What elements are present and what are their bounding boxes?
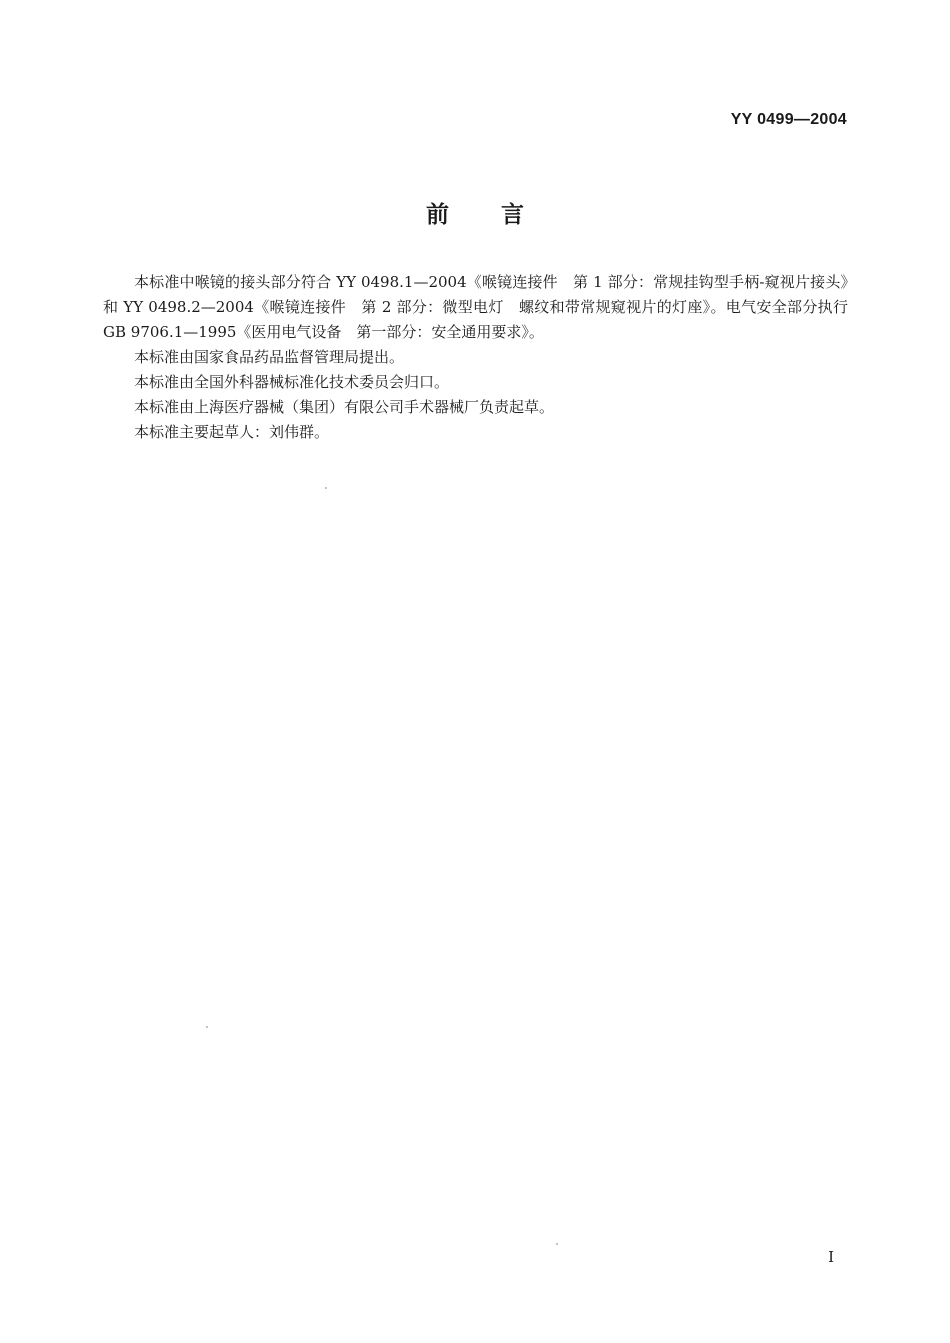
- paragraph-technical-committee: 本标准由全国外科器械标准化技术委员会归口。: [134, 373, 450, 391]
- foreword-body: [103, 270, 848, 445]
- scan-speck: [206, 1026, 208, 1028]
- paragraph-proposer: 本标准由国家食品药品监督管理局提出。: [134, 348, 405, 366]
- paragraph-drafters: 本标准主要起草人：刘伟群。: [134, 423, 330, 441]
- scan-speck: [325, 487, 327, 489]
- page-number: I: [828, 1248, 834, 1266]
- page-title: 前言: [426, 202, 576, 228]
- scan-speck: [556, 1243, 558, 1245]
- paragraph-connector-compliance: 本标准中喉镜的接头部分符合 YY 0498.1—2004《喉镜连接件 第 1 部分：常规挂钩型手柄-窥视片接头》和 YY 0498.2—2004《喉镜连接件 第 2 部分：微型电灯 螺纹和带常规窥视片的灯座》。电气安全部分执行 GB 9706.1—1995《医用电气设备 第一部分：安全通用要求》。: [103, 273, 848, 341]
- standard-number: YY 0499—2004: [730, 111, 847, 128]
- paragraph-drafting-unit: 本标准由上海医疗器械（集团）有限公司手术器械厂负责起草。: [134, 398, 555, 416]
